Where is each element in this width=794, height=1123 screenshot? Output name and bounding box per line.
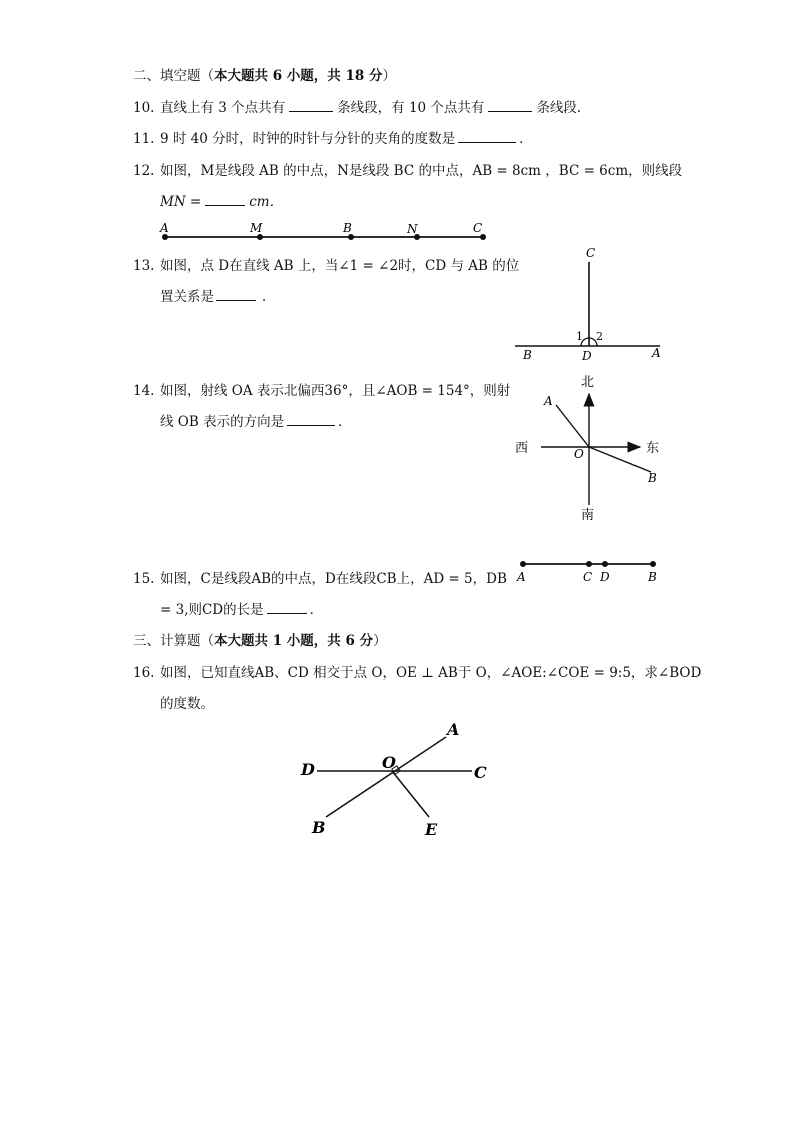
q12-text-a: MN = <box>160 194 202 210</box>
q10-text-a: 直线上有 3 个点共有 <box>160 100 286 116</box>
q11-text-c: ． <box>519 131 533 147</box>
label-1: 1 <box>576 330 583 343</box>
question-number: 13. <box>133 258 155 274</box>
label-d: D <box>600 570 610 584</box>
q13-text-b: ． <box>262 289 276 305</box>
label-b: B <box>523 348 532 362</box>
ray-oe <box>392 771 429 817</box>
label-c: C <box>474 763 487 782</box>
label-e: E <box>425 820 438 839</box>
label-2: 2 <box>596 330 603 343</box>
q13-text-a: 置关系是 <box>160 289 214 305</box>
label-south: 南 <box>581 508 595 523</box>
label-a: A <box>447 720 460 739</box>
label-d: D <box>582 349 592 363</box>
section-prefix: 三、计算题（ <box>133 633 214 649</box>
label-b: B <box>648 471 657 485</box>
q15-text-a: = 3,则CD的长是 <box>160 602 264 618</box>
label-west: 西 <box>515 441 529 456</box>
label-b: B <box>312 818 326 837</box>
question-number: 12. <box>133 163 155 179</box>
question-number: 11. <box>133 131 155 147</box>
label-a: A <box>517 570 526 584</box>
q10-text-b: 条线段，有 10 个点共有 <box>337 100 485 116</box>
q10-text-c: 条线段． <box>536 100 591 116</box>
label-north: 北 <box>581 375 595 390</box>
question-13-line1: 如图，点 D在直线 AB 上，当∠1 = ∠2时，CD 与 AB 的位 <box>160 258 520 274</box>
section-bold: 本大题共 1 小题，共 6 分 <box>214 633 374 649</box>
q15-text-b: ． <box>309 602 324 618</box>
q11-text-a: 9 时 40 分时，时钟的时针与分针的夹角的度数是 <box>160 131 456 147</box>
label-o: O <box>382 753 396 772</box>
label-o: O <box>574 447 584 461</box>
label-n: N <box>407 222 418 236</box>
q14-text-a: 线 OB 表示的方向是 <box>160 414 285 430</box>
label-m: M <box>250 221 263 235</box>
question-12-line1: 如图，M是线段 AB 的中点，N是线段 BC 的中点，AB = 8cm ，BC = 6cm，则线段 <box>160 163 683 179</box>
label-c: C <box>583 570 593 584</box>
label-c: C <box>473 221 483 235</box>
label-a: A <box>160 221 169 235</box>
section-prefix: 二、填空题（ <box>133 68 214 84</box>
label-a: A <box>652 346 661 360</box>
q14-text-b: ． <box>338 414 352 430</box>
q12-text-b: cm． <box>249 194 284 210</box>
question-number: 10. <box>133 100 155 116</box>
label-c: C <box>586 246 596 260</box>
question-number: 16. <box>133 665 155 681</box>
question-number: 14. <box>133 383 155 399</box>
section-suffix: ） <box>373 633 387 649</box>
question-number: 15. <box>133 571 155 587</box>
question-15-line1: 如图，C是线段AB的中点，D在线段CB上，AD = 5，DB <box>160 571 507 587</box>
label-d: D <box>301 760 315 779</box>
label-b: B <box>648 570 657 584</box>
section-bold: 本大题共 6 小题，共 18 分 <box>214 68 383 84</box>
label-east: 东 <box>646 441 660 456</box>
section-suffix: ） <box>382 68 396 84</box>
question-14-line1: 如图，射线 OA 表示北偏西36°，且∠AOB = 154°，则射 <box>160 383 511 399</box>
question-16-line2: 的度数。 <box>160 696 214 712</box>
label-a: A <box>544 394 553 408</box>
line-ab <box>326 737 446 817</box>
question-16-line1: 如图，已知直线AB、CD 相交于点 O，OE ⊥ AB于 O，∠AOE:∠COE = 9:5，求∠BOD <box>160 665 702 681</box>
label-b: B <box>343 221 352 235</box>
